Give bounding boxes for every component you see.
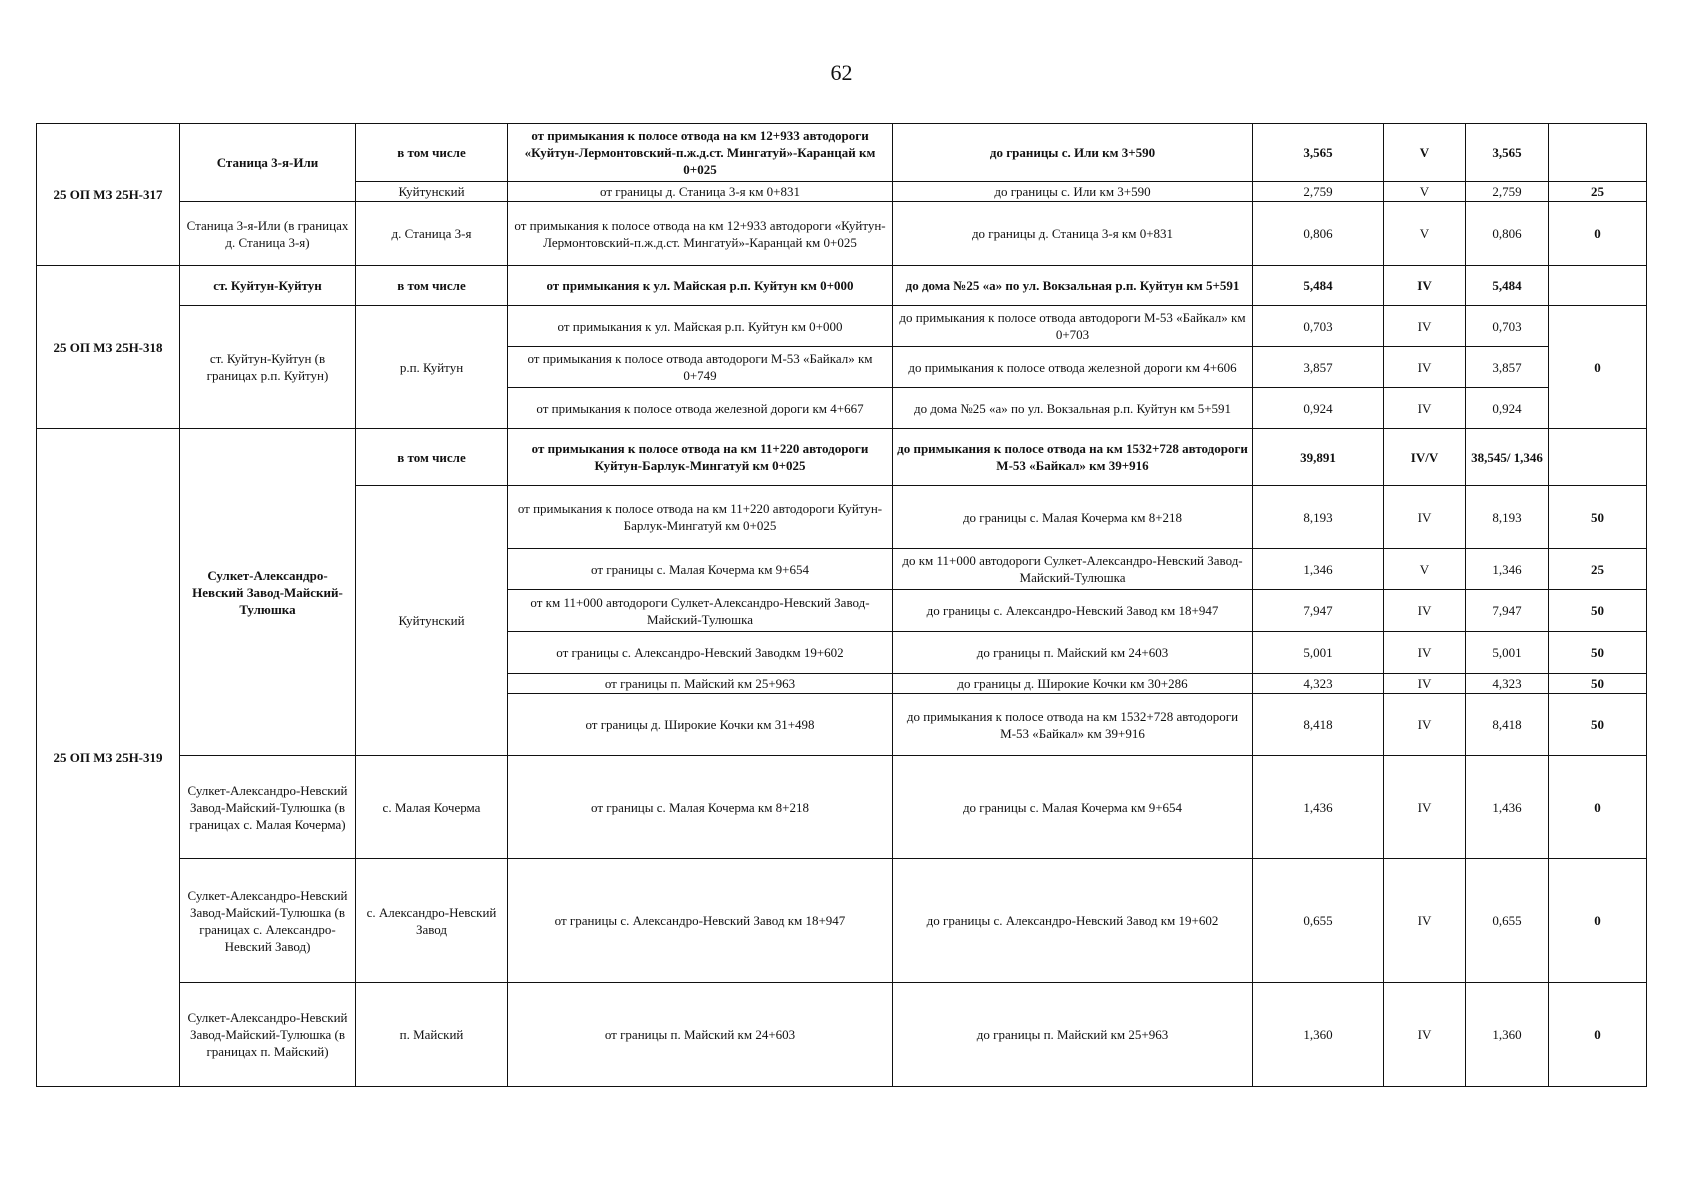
to-cell: до примыкания к полосе отвода автодороги М-53 «Байкал» км 0+703 [893, 306, 1253, 347]
to-cell: до границы д. Широкие Кочки км 30+286 [893, 674, 1253, 694]
length2-cell: 38,545/ 1,346 [1466, 429, 1549, 486]
from-cell: от границы с. Александро-Невский Заводкм 19+602 [508, 632, 893, 674]
length-cell: 1,346 [1253, 549, 1384, 590]
length-cell: 5,484 [1253, 266, 1384, 306]
from-cell: от границы с. Александро-Невский Завод км 18+947 [508, 859, 893, 983]
location-cell: в том числе [356, 124, 508, 182]
category-cell: V [1384, 202, 1466, 266]
length2-cell: 1,360 [1466, 983, 1549, 1087]
to-cell: до границы с. Александро-Невский Завод км 19+602 [893, 859, 1253, 983]
length2-cell: 0,703 [1466, 306, 1549, 347]
road-name: Сулкет-Александро-Невский Завод-Майский-Тулюшка (в границах п. Майский) [180, 983, 356, 1087]
to-cell: до границы д. Станица 3-я км 0+831 [893, 202, 1253, 266]
length2-cell: 5,001 [1466, 632, 1549, 674]
table-row [37, 429, 1647, 486]
category-cell: IV [1384, 694, 1466, 756]
value-cell: 0 [1549, 306, 1647, 429]
length-cell: 5,001 [1253, 632, 1384, 674]
length2-cell: 1,346 [1466, 549, 1549, 590]
to-cell: до границы с. Или км 3+590 [893, 124, 1253, 182]
location-cell: Куйтунский [356, 182, 508, 202]
location-cell: д. Станица 3-я [356, 202, 508, 266]
road-name: Станица 3-я-Или [180, 124, 356, 202]
value-cell: 0 [1549, 202, 1647, 266]
page-number: 62 [830, 60, 853, 85]
category-cell: V [1384, 549, 1466, 590]
length2-cell: 4,323 [1466, 674, 1549, 694]
road-name: ст. Куйтун-Куйтун [180, 266, 356, 306]
value-cell: 50 [1549, 590, 1647, 632]
length-cell: 1,436 [1253, 756, 1384, 859]
length2-cell: 5,484 [1466, 266, 1549, 306]
to-cell: до км 11+000 автодороги Сулкет-Александро-Невский Завод-Майский-Тулюшка [893, 549, 1253, 590]
length2-cell: 0,655 [1466, 859, 1549, 983]
to-cell: до границы с. Александро-Невский Завод км 18+947 [893, 590, 1253, 632]
length2-cell: 1,436 [1466, 756, 1549, 859]
value-cell: 50 [1549, 674, 1647, 694]
category-cell: IV/V [1384, 429, 1466, 486]
to-cell: до примыкания к полосе отвода на км 1532+728 автодороги М-53 «Байкал» км 39+916 [893, 694, 1253, 756]
table-row [37, 202, 1647, 266]
length2-cell: 0,924 [1466, 388, 1549, 429]
to-cell: до примыкания к полосе отвода на км 1532+728 автодороги М-53 «Байкал» км 39+916 [893, 429, 1253, 486]
from-cell: от границы д. Станица 3-я км 0+831 [508, 182, 893, 202]
road-code: 25 ОП МЗ 25Н-317 [37, 124, 180, 266]
length-cell: 7,947 [1253, 590, 1384, 632]
from-cell: от границы с. Малая Кочерма км 9+654 [508, 549, 893, 590]
length-cell: 3,857 [1253, 347, 1384, 388]
length2-cell: 2,759 [1466, 182, 1549, 202]
length-cell: 3,565 [1253, 124, 1384, 182]
from-cell: от примыкания к полосе отвода на км 11+220 автодороги Куйтун-Барлук-Мингатуй км 0+025 [508, 429, 893, 486]
value-cell [1549, 266, 1647, 306]
category-cell: IV [1384, 347, 1466, 388]
value-cell [1549, 429, 1647, 486]
road-name: Сулкет-Александро-Невский Завод-Майский-Тулюшка [180, 429, 356, 756]
length-cell: 2,759 [1253, 182, 1384, 202]
category-cell: IV [1384, 306, 1466, 347]
category-cell: IV [1384, 756, 1466, 859]
length-cell: 8,418 [1253, 694, 1384, 756]
value-cell: 50 [1549, 486, 1647, 549]
length-cell: 0,703 [1253, 306, 1384, 347]
length-cell: 1,360 [1253, 983, 1384, 1087]
value-cell: 50 [1549, 632, 1647, 674]
length2-cell: 8,193 [1466, 486, 1549, 549]
road-code: 25 ОП МЗ 25Н-319 [37, 429, 180, 1087]
category-cell: IV [1384, 266, 1466, 306]
value-cell: 0 [1549, 756, 1647, 859]
from-cell: от примыкания к ул. Майская р.п. Куйтун км 0+000 [508, 266, 893, 306]
to-cell: до примыкания к полосе отвода железной дороги км 4+606 [893, 347, 1253, 388]
to-cell: до дома №25 «а» по ул. Вокзальная р.п. Куйтун км 5+591 [893, 388, 1253, 429]
road-name: ст. Куйтун-Куйтун (в границах р.п. Куйтун) [180, 306, 356, 429]
category-cell: IV [1384, 859, 1466, 983]
from-cell: от примыкания к полосе отвода железной дороги км 4+667 [508, 388, 893, 429]
from-cell: от примыкания к полосе отвода на км 11+220 автодороги Куйтун-Барлук-Мингатуй км 0+025 [508, 486, 893, 549]
from-cell: от границы п. Майский км 24+603 [508, 983, 893, 1087]
to-cell: до границы с. Или км 3+590 [893, 182, 1253, 202]
location-cell: п. Майский [356, 983, 508, 1087]
category-cell: V [1384, 182, 1466, 202]
category-cell: IV [1384, 632, 1466, 674]
from-cell: от границы п. Майский км 25+963 [508, 674, 893, 694]
road-name: Станица 3-я-Или (в границах д. Станица 3-я) [180, 202, 356, 266]
table-row [37, 306, 1647, 347]
from-cell: от примыкания к полосе отвода на км 12+933 автодороги «Куйтун-Лермонтовский-п.ж.д.ст. Мингатуй»-Каранцай км 0+025 [508, 124, 893, 182]
category-cell: IV [1384, 388, 1466, 429]
from-cell: от км 11+000 автодороги Сулкет-Александро-Невский Завод-Майский-Тулюшка [508, 590, 893, 632]
table-row [37, 124, 1647, 182]
location-cell: с. Малая Кочерма [356, 756, 508, 859]
location-cell: Куйтунский [356, 486, 508, 756]
category-cell: IV [1384, 674, 1466, 694]
location-cell: в том числе [356, 266, 508, 306]
table-row [37, 266, 1647, 306]
location-cell: в том числе [356, 429, 508, 486]
category-cell: IV [1384, 983, 1466, 1087]
length-cell: 39,891 [1253, 429, 1384, 486]
length-cell: 8,193 [1253, 486, 1384, 549]
value-cell: 25 [1549, 549, 1647, 590]
length-cell: 4,323 [1253, 674, 1384, 694]
category-cell: IV [1384, 486, 1466, 549]
value-cell: 25 [1549, 182, 1647, 202]
from-cell: от границы д. Широкие Кочки км 31+498 [508, 694, 893, 756]
value-cell: 0 [1549, 859, 1647, 983]
length-cell: 0,655 [1253, 859, 1384, 983]
value-cell: 0 [1549, 983, 1647, 1087]
length2-cell: 8,418 [1466, 694, 1549, 756]
from-cell: от примыкания к полосе отвода на км 12+933 автодороги «Куйтун-Лермонтовский-п.ж.д.ст. Мингатуй»-Каранцай км 0+025 [508, 202, 893, 266]
length2-cell: 0,806 [1466, 202, 1549, 266]
length2-cell: 3,857 [1466, 347, 1549, 388]
road-name: Сулкет-Александро-Невский Завод-Майский-Тулюшка (в границах с. Малая Кочерма) [180, 756, 356, 859]
road-table [36, 123, 1647, 1087]
to-cell: до границы с. Малая Кочерма км 9+654 [893, 756, 1253, 859]
from-cell: от границы с. Малая Кочерма км 8+218 [508, 756, 893, 859]
category-cell: V [1384, 124, 1466, 182]
length-cell: 0,806 [1253, 202, 1384, 266]
to-cell: до границы п. Майский км 24+603 [893, 632, 1253, 674]
location-cell: р.п. Куйтун [356, 306, 508, 429]
table-row [37, 756, 1647, 859]
location-cell: с. Александро-Невский Завод [356, 859, 508, 983]
road-code: 25 ОП МЗ 25Н-318 [37, 266, 180, 429]
road-name: Сулкет-Александро-Невский Завод-Майский-Тулюшка (в границах с. Александро-Невский Завод) [180, 859, 356, 983]
length2-cell: 7,947 [1466, 590, 1549, 632]
length-cell: 0,924 [1253, 388, 1384, 429]
table-row [37, 859, 1647, 983]
to-cell: до дома №25 «а» по ул. Вокзальная р.п. Куйтун км 5+591 [893, 266, 1253, 306]
length2-cell: 3,565 [1466, 124, 1549, 182]
to-cell: до границы п. Майский км 25+963 [893, 983, 1253, 1087]
to-cell: до границы с. Малая Кочерма км 8+218 [893, 486, 1253, 549]
table-row [37, 983, 1647, 1087]
category-cell: IV [1384, 590, 1466, 632]
from-cell: от примыкания к полосе отвода автодороги М-53 «Байкал» км 0+749 [508, 347, 893, 388]
from-cell: от примыкания к ул. Майская р.п. Куйтун км 0+000 [508, 306, 893, 347]
value-cell [1549, 124, 1647, 182]
value-cell: 50 [1549, 694, 1647, 756]
